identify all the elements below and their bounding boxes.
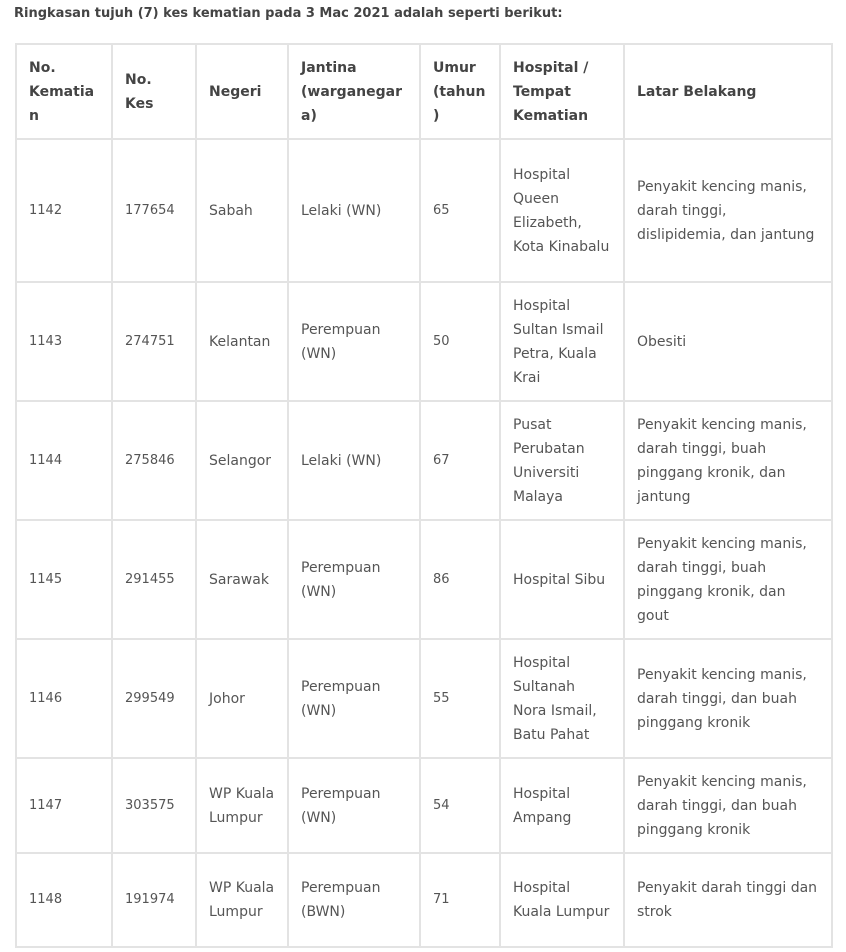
cell-latar-belakang: Penyakit kencing manis, darah tinggi, buah pinggang kronik, dan jantung: [624, 401, 832, 520]
cell-no-kematian: 1147: [16, 758, 112, 853]
table-row: [16, 639, 832, 758]
cell-jantina: Perempuan (WN): [288, 758, 420, 853]
header-jantina: Jantina (warganegara): [288, 44, 420, 139]
table-row: [16, 758, 832, 853]
cell-negeri: Johor: [196, 639, 288, 758]
cell-latar-belakang: Penyakit kencing manis, darah tinggi, dan buah pinggang kronik: [624, 639, 832, 758]
cell-hospital: Hospital Kuala Lumpur: [500, 853, 624, 947]
cell-negeri: Sarawak: [196, 520, 288, 639]
header-no-kes: No. Kes: [112, 44, 196, 139]
cell-latar-belakang: Penyakit kencing manis, darah tinggi, dan buah pinggang kronik: [624, 758, 832, 853]
cell-negeri: WP Kuala Lumpur: [196, 853, 288, 947]
cell-latar-belakang: Obesiti: [624, 282, 832, 401]
cell-jantina: Lelaki (WN): [288, 401, 420, 520]
cell-jantina: Lelaki (WN): [288, 139, 420, 282]
cell-umur: 65: [420, 139, 500, 282]
cell-jantina: Perempuan (WN): [288, 282, 420, 401]
cell-umur: 50: [420, 282, 500, 401]
cell-negeri: Kelantan: [196, 282, 288, 401]
cell-negeri: WP Kuala Lumpur: [196, 758, 288, 853]
cell-umur: 71: [420, 853, 500, 947]
header-umur: Umur (tahun): [420, 44, 500, 139]
cell-hospital: Hospital Sultan Ismail Petra, Kuala Krai: [500, 282, 624, 401]
cell-no-kematian: 1148: [16, 853, 112, 947]
cell-latar-belakang: Penyakit darah tinggi dan strok: [624, 853, 832, 947]
cell-no-kes: 191974: [112, 853, 196, 947]
cell-jantina: Perempuan (BWN): [288, 853, 420, 947]
cell-latar-belakang: Penyakit kencing manis, darah tinggi, buah pinggang kronik, dan gout: [624, 520, 832, 639]
cell-no-kes: 299549: [112, 639, 196, 758]
header-no-kematian: No. Kematian: [16, 44, 112, 139]
cell-no-kematian: 1145: [16, 520, 112, 639]
cell-umur: 54: [420, 758, 500, 853]
table-row: [16, 139, 832, 282]
cell-no-kes: 303575: [112, 758, 196, 853]
table-row: [16, 520, 832, 639]
cell-no-kes: 177654: [112, 139, 196, 282]
header-negeri: Negeri: [196, 44, 288, 139]
cell-jantina: Perempuan (WN): [288, 520, 420, 639]
table-row: [16, 401, 832, 520]
deaths-table: [15, 43, 833, 948]
cell-hospital: Hospital Sultanah Nora Ismail, Batu Pahat: [500, 639, 624, 758]
cell-negeri: Selangor: [196, 401, 288, 520]
cell-no-kematian: 1146: [16, 639, 112, 758]
cell-latar-belakang: Penyakit kencing manis, darah tinggi, dislipidemia, dan jantung: [624, 139, 832, 282]
table-row: [16, 853, 832, 947]
cell-umur: 55: [420, 639, 500, 758]
header-hospital: Hospital / Tempat Kematian: [500, 44, 624, 139]
cell-no-kematian: 1142: [16, 139, 112, 282]
cell-no-kes: 275846: [112, 401, 196, 520]
cell-jantina: Perempuan (WN): [288, 639, 420, 758]
cell-hospital: Hospital Sibu: [500, 520, 624, 639]
cell-no-kematian: 1144: [16, 401, 112, 520]
table-header-row: [16, 44, 832, 139]
header-latar-belakang: Latar Belakang: [624, 44, 832, 139]
cell-no-kematian: 1143: [16, 282, 112, 401]
intro-text: Ringkasan tujuh (7) kes kematian pada 3 Mac 2021 adalah seperti berikut:: [14, 6, 563, 21]
table-row: [16, 282, 832, 401]
cell-umur: 86: [420, 520, 500, 639]
cell-negeri: Sabah: [196, 139, 288, 282]
cell-hospital: Pusat Perubatan Universiti Malaya: [500, 401, 624, 520]
cell-no-kes: 274751: [112, 282, 196, 401]
cell-hospital: Hospital Queen Elizabeth, Kota Kinabalu: [500, 139, 624, 282]
cell-no-kes: 291455: [112, 520, 196, 639]
cell-hospital: Hospital Ampang: [500, 758, 624, 853]
cell-umur: 67: [420, 401, 500, 520]
